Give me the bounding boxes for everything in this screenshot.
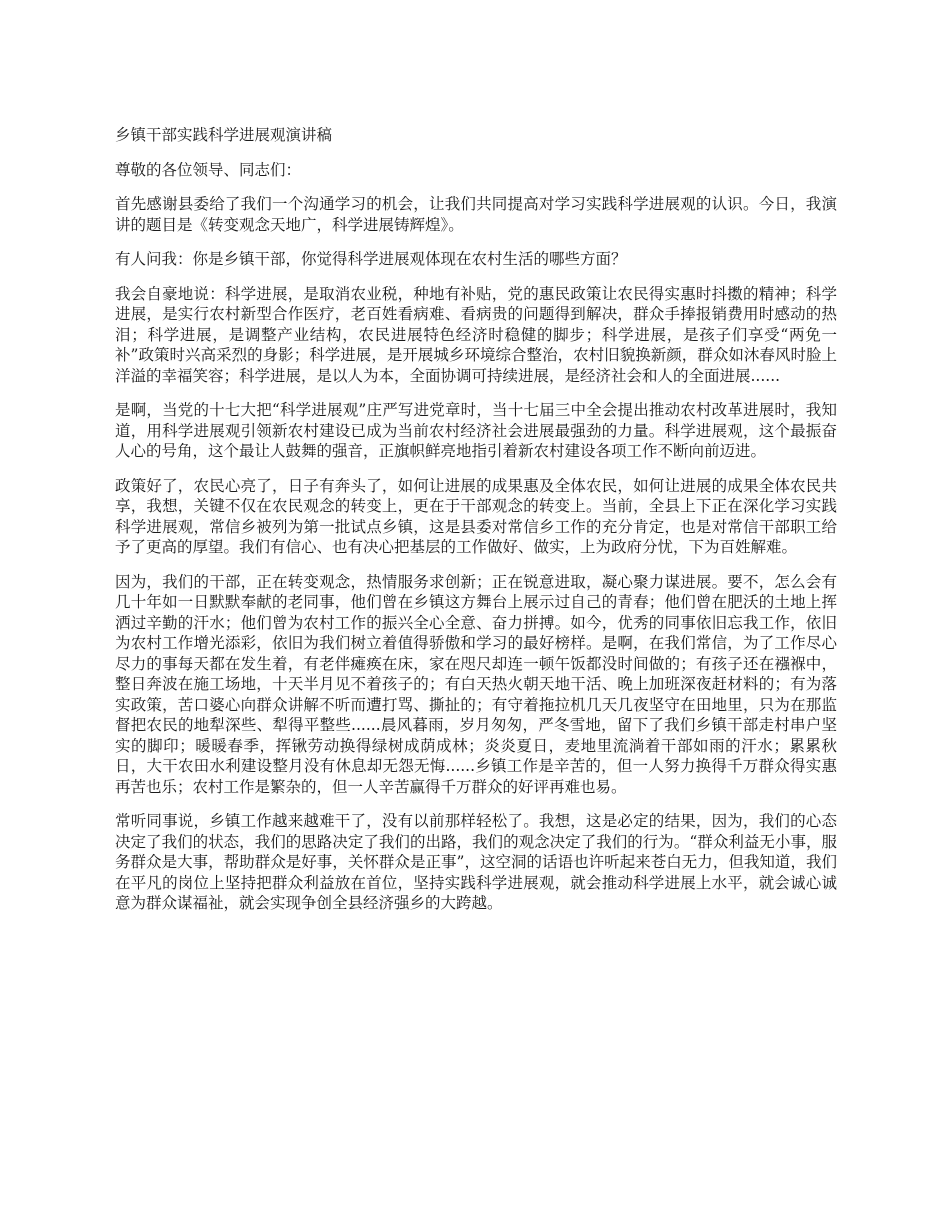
- document-title: 乡镇干部实践科学进展观演讲稿: [115, 126, 333, 144]
- document-body: [115, 125, 837, 928]
- paragraph-3: 我会自豪地说：科学进展，是取消农业税，种地有补贴，党的惠民政策让农民得实惠时抖擞的精神；科学进展，是实行农村新型合作医疗，老百姓看病难、看病贵的问题得到解决，群众手捧报销费用时感动的热泪；科学进展，是调整产业结构，农民进展特色经济时稳健的脚步；科学进展，是孩子们享受“两免一补”政策时兴高采烈的身影；科学进展，是开展城乡环境综合整治，农村旧貌换新颜，群众如沐春风时脸上洋溢的幸福笑容；科学进展，是以人为本，全面协调可持续进展，是经济社会和人的全面进展......: [115, 284, 837, 385]
- paragraph-1: 首先感谢县委给了我们一个沟通学习的机会，让我们共同提高对学习实践科学进展观的认识。今日，我演讲的题目是《转变观念天地广，科学进展铸辉煌》。: [115, 195, 837, 234]
- paragraph-7: 常听同事说，乡镇工作越来越难干了，没有以前那样轻松了。我想，这是必定的结果，因为，我们的心态决定了我们的状态，我们的思路决定了我们的出路，我们的观念决定了我们的行为。“群众利益无小事，服务群众是大事，帮助群众是好事，关怀群众是正事”，这空洞的话语也许听起来苍白无力，但我知道，我们在平凡的岗位上坚持把群众利益放在首位，坚持实践科学进展观，就会推动科学进展上水平，就会诚心诚意为群众谋福祉，就会实现争创全县经济强乡的大跨越。: [115, 812, 837, 912]
- greeting: 尊敬的各位领导、同志们：: [115, 160, 302, 179]
- paragraph-2: 有人问我：你是乡镇干部，你觉得科学进展观体现在农村生活的哪些方面？: [115, 250, 627, 268]
- paragraph-5: 政策好了，农民心亮了，日子有奔头了，如何让进展的成果惠及全体农民，如何让进展的成果全体农民共享，我想，关键不仅在农民观念的转变上，更在于干部观念的转变上。当前，全县上下正在深化学习实践科学进展观，常信乡被列为第一批试点乡镇，这是县委对常信乡工作的充分肯定，也是对常信干部职工给予了更高的厚望。我们有信心、也有决心把基层的工作做好、做实，上为政府分忧，下为百姓解难。: [115, 476, 837, 556]
- paragraph-4: 是啊，当党的十七大把“科学进展观”庄严写进党章时，当十七届三中全会提出推动农村改革进展时，我知道，用科学进展观引领新农村建设已成为当前农村经济社会进展最强劲的力量。科学进展观，这个最振奋人心的号角，这个最让人鼓舞的强音，正旗帜鲜亮地指引着新农村建设各项工作不断向前迈进。: [115, 401, 837, 460]
- paragraph-6: 因为，我们的干部，正在转变观念，热情服务求创新；正在锐意进取，凝心聚力谋进展。要不，怎么会有几十年如一日默默奉献的老同事，他们曾在乡镇这方舞台上展示过自己的青春；他们曾在肥沃的土地上挥洒过辛勤的汗水；他们曾为农村工作的振兴全心全意、奋力拼搏。如今，优秀的同事依旧忘我工作，依旧为农村工作增光添彩，依旧为我们树立着值得骄傲和学习的最好榜样。是啊，在我们常信，为了工作尽心尽力的事每天都在发生着，有老伴瘫痪在床，家在咫尺却连一顿午饭都没时间做的；有孩子还在襁褓中，整日奔波在施工场地，十天半月见不着孩子的；有白天热火朝天地干活、晚上加班深夜赶材料的；有为落实政策，苦口婆心向群众讲解不听而遭打骂、撕扯的；有守着拖拉机几天几夜坚守在田地里，只为在那监督把农民的地犁深些、犁得平整些......晨风暮雨，岁月匆匆，严冬雪地，留下了我们乡镇干部走村串户坚实的脚印；暖暖春季，挥锹劳动换得绿树成荫成林；炎炎夏日，麦地里流淌着干部如雨的汗水；累累秋日，大干农田水利建设整月没有休息却无怨无悔......乡镇工作是辛苦的，但一人努力换得千万群众得实惠再苦也乐；农村工作是繁杂的，但一人辛苦赢得千万群众的好评再难也易。: [115, 572, 837, 796]
